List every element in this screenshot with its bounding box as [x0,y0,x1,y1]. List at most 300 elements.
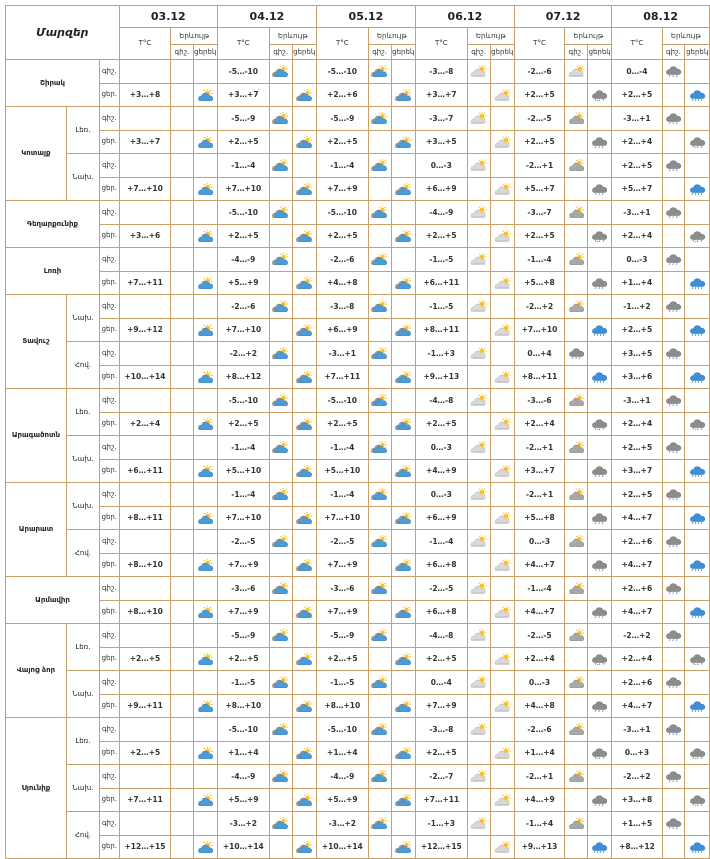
fog-icon [467,483,490,507]
cloudy-icon [368,107,391,131]
empty-day-cell [193,60,217,84]
empty-day-cell [587,671,611,695]
cloudy-icon [368,436,391,460]
forecast-row [6,741,710,765]
cloudy-moon-icon [565,107,588,131]
cloudy-icon [269,483,292,507]
temperature-value: -1…-5 [316,671,368,695]
forecast-row [6,647,710,671]
empty-day-cell [391,812,415,836]
empty-night-cell [662,177,685,201]
empty-day-cell [490,436,514,460]
empty-night-cell [662,553,685,577]
time-of-day-label: գիշ. [100,765,120,789]
empty-day-cell [685,577,710,601]
empty-day-cell [685,812,710,836]
temperature-value: +3…+5 [612,342,662,366]
temperature-value: +4…+7 [612,600,662,624]
empty-night-cell [171,365,193,389]
empty-day-cell [391,60,415,84]
temperature-value [119,577,171,601]
empty-night-cell [467,459,490,483]
cloudy-icon [292,412,316,436]
time-of-day-label: գիշ. [100,718,120,742]
forecast-row [6,318,710,342]
temperature-value: +7…+10 [514,318,564,342]
region-name: Արագածոտն [6,389,67,483]
fog-icon [490,600,514,624]
cloudy-icon [292,365,316,389]
night-column-header: գիշ. [269,45,292,60]
empty-day-cell [292,342,316,366]
temperature-value: +2…+5 [316,130,368,154]
partly-sunny-icon [193,459,217,483]
empty-day-cell [490,107,514,131]
cloudy-icon [269,671,292,695]
temperature-value: -2…+2 [612,765,662,789]
weather-icon [171,107,193,131]
phenomena-column-header: Երևույթ [171,28,218,45]
empty-night-cell [662,694,685,718]
empty-night-cell [171,835,193,859]
rain-icon [662,577,685,601]
empty-night-cell [368,835,391,859]
empty-day-cell [587,577,611,601]
forecast-row [6,483,710,507]
forecast-row [6,365,710,389]
temperature-value: +7…+9 [415,694,467,718]
temperature-value: +2…+5 [612,83,662,107]
cloudy-moon-icon [565,436,588,460]
empty-night-cell [269,600,292,624]
cloudy-icon [269,624,292,648]
empty-night-cell [368,365,391,389]
time-of-day-label: ցեր. [100,694,120,718]
cloudy-moon-icon [565,577,588,601]
empty-day-cell [391,107,415,131]
temperature-value: +5…+10 [316,459,368,483]
temperature-value: +2…+5 [217,412,269,436]
day-column-header: ցերեկ [292,45,316,60]
temperature-value: +10…+14 [217,835,269,859]
fog-icon [467,201,490,225]
cloudy-moon-icon [565,530,588,554]
temperature-value: -3…+1 [612,107,662,131]
time-of-day-label: ցեր. [100,83,120,107]
date-header: 06.12 [415,6,514,28]
empty-day-cell [490,671,514,695]
temperature-value: +2…+5 [514,83,564,107]
snow-icon [587,83,611,107]
temperature-value: -4…-8 [415,389,467,413]
temperature-value [119,60,171,84]
empty-night-cell [171,412,193,436]
region-name: Շիրակ [6,60,100,107]
fog-icon [467,295,490,319]
temperature-value: -3…-7 [514,201,564,225]
rain-icon [662,248,685,272]
empty-day-cell [391,577,415,601]
empty-day-cell [490,483,514,507]
empty-day-cell [292,436,316,460]
cloudy-icon [391,318,415,342]
partly-sunny-icon [193,600,217,624]
temperature-value: +3…+7 [514,459,564,483]
empty-day-cell [587,389,611,413]
temperature-value: +2…+5 [415,741,467,765]
heavy-rain-icon [685,694,710,718]
empty-day-cell [685,483,710,507]
empty-day-cell [490,201,514,225]
temperature-value: 0…-4 [612,60,662,84]
empty-night-cell [467,694,490,718]
temperature-value: +8…+12 [612,835,662,859]
time-of-day-label: ցեր. [100,271,120,295]
cloudy-icon [292,506,316,530]
temperature-value: +5…+8 [514,506,564,530]
empty-day-cell [391,671,415,695]
temperature-value: -1…-4 [415,530,467,554]
empty-day-cell [587,295,611,319]
empty-night-cell [269,459,292,483]
empty-day-cell [587,342,611,366]
empty-day-cell [292,295,316,319]
weather-icon [171,154,193,178]
temperature-value: +2…+4 [612,130,662,154]
temperature-value: +7…+9 [217,600,269,624]
empty-night-cell [565,741,588,765]
temperature-value: +4…+9 [514,788,564,812]
empty-day-cell [587,812,611,836]
empty-night-cell [269,412,292,436]
empty-night-cell [269,271,292,295]
empty-night-cell [467,741,490,765]
cloudy-icon [368,201,391,225]
snow-icon [685,130,710,154]
temperature-value: +5…+9 [217,788,269,812]
time-of-day-label: գիշ. [100,577,120,601]
empty-night-cell [565,365,588,389]
day-column-header: ցերեկ [490,45,514,60]
empty-day-cell [292,389,316,413]
temperature-value: +2…+5 [217,130,269,154]
empty-night-cell [269,647,292,671]
empty-night-cell [565,318,588,342]
empty-day-cell [685,248,710,272]
temperature-value: -2…+1 [514,483,564,507]
rain-icon [662,530,685,554]
empty-day-cell [685,389,710,413]
partly-sunny-icon [193,835,217,859]
temperature-value: +7…+10 [119,177,171,201]
temperature-value [119,248,171,272]
temperature-column-header: T°C [316,28,368,60]
forecast-row [6,694,710,718]
rain-icon [662,624,685,648]
temperature-value: -5…-9 [217,107,269,131]
empty-night-cell [662,224,685,248]
forecast-row [6,342,710,366]
temperature-value: +2…+4 [612,224,662,248]
time-of-day-label: գիշ. [100,436,120,460]
time-of-day-label: ցեր. [100,224,120,248]
empty-night-cell [269,224,292,248]
temperature-value: +2…+5 [316,224,368,248]
temperature-value: +2…+5 [514,130,564,154]
empty-night-cell [171,271,193,295]
time-of-day-label: գիշ. [100,624,120,648]
weather-icon [171,718,193,742]
cloudy-icon [391,271,415,295]
date-header: 08.12 [612,6,710,28]
empty-night-cell [467,647,490,671]
rain-icon [587,694,611,718]
cloudy-icon [292,271,316,295]
fog-icon [467,812,490,836]
temperature-value: +7…+9 [316,177,368,201]
empty-day-cell [490,624,514,648]
time-of-day-label: գիշ. [100,530,120,554]
fog-icon [490,835,514,859]
empty-night-cell [565,694,588,718]
empty-day-cell [685,624,710,648]
empty-day-cell [685,154,710,178]
temperature-value: +1…+4 [612,271,662,295]
cloudy-icon [292,600,316,624]
temperature-value: +4…+7 [514,600,564,624]
empty-night-cell [662,741,685,765]
empty-day-cell [193,577,217,601]
forecast-row [6,624,710,648]
temperature-value: +2…+5 [217,224,269,248]
empty-day-cell [490,248,514,272]
empty-day-cell [685,530,710,554]
phenomena-column-header: Երևույթ [662,28,710,45]
temperature-value: -2…+1 [514,765,564,789]
date-header: 07.12 [514,6,611,28]
cloudy-moon-icon [565,483,588,507]
temperature-value: +3…+7 [415,83,467,107]
heavy-rain-icon [587,318,611,342]
night-column-header: գիշ. [171,45,193,60]
weather-icon [171,530,193,554]
temperature-value: -1…-4 [316,483,368,507]
temperature-value: -5…-10 [316,718,368,742]
empty-day-cell [193,107,217,131]
temperature-value: -2…-7 [415,765,467,789]
empty-day-cell [391,201,415,225]
forecast-row [6,436,710,460]
empty-night-cell [565,788,588,812]
weather-icon [171,201,193,225]
empty-night-cell [662,647,685,671]
empty-day-cell [490,765,514,789]
temperature-value: +9…+13 [514,835,564,859]
temperature-value: +12…+15 [119,835,171,859]
cloudy-icon [368,671,391,695]
empty-day-cell [292,201,316,225]
rain-icon [587,459,611,483]
fog-icon [490,459,514,483]
time-of-day-label: ցեր. [100,177,120,201]
empty-night-cell [565,553,588,577]
empty-night-cell [269,553,292,577]
temperature-value: +3…+6 [612,365,662,389]
empty-day-cell [490,342,514,366]
empty-night-cell [171,741,193,765]
temperature-value: +8…+10 [217,694,269,718]
empty-night-cell [269,365,292,389]
temperature-value: -5…-9 [316,624,368,648]
empty-day-cell [685,765,710,789]
empty-night-cell [662,459,685,483]
cloudy-icon [269,577,292,601]
cloudy-icon [391,600,415,624]
weather-icon [171,812,193,836]
empty-day-cell [587,718,611,742]
temperature-value: -5…-10 [217,389,269,413]
temperature-value: -4…-9 [415,201,467,225]
fog-icon [467,577,490,601]
temperature-value: -3…-6 [217,577,269,601]
cloudy-icon [292,553,316,577]
empty-day-cell [391,436,415,460]
empty-day-cell [685,201,710,225]
empty-day-cell [193,765,217,789]
day-column-header: ցերեկ [193,45,217,60]
empty-night-cell [565,412,588,436]
empty-day-cell [391,154,415,178]
temperature-value: +2…+5 [415,647,467,671]
empty-night-cell [171,647,193,671]
empty-day-cell [292,483,316,507]
weather-icon [171,483,193,507]
cloudy-icon [269,107,292,131]
temperature-value [119,812,171,836]
temperature-value: +6…+11 [415,271,467,295]
cloudy-moon-icon [565,671,588,695]
empty-night-cell [565,835,588,859]
rain-icon [587,177,611,201]
temperature-column-header: T°C [119,28,171,60]
empty-night-cell [171,459,193,483]
rain-icon [662,201,685,225]
temperature-value: -1…+3 [415,812,467,836]
date-header: 05.12 [316,6,415,28]
temperature-value: +7…+9 [316,553,368,577]
temperature-value: +7…+11 [316,365,368,389]
empty-day-cell [490,577,514,601]
regions-header: Մարզեր [6,6,120,60]
temperature-value: +4…+7 [514,553,564,577]
cloudy-icon [269,60,292,84]
temperature-value: +9…+11 [119,694,171,718]
empty-day-cell [292,812,316,836]
empty-day-cell [587,624,611,648]
temperature-value: -1…+2 [612,295,662,319]
temperature-value: -2…+2 [217,342,269,366]
time-of-day-label: գիշ. [100,107,120,131]
forecast-row [6,553,710,577]
empty-night-cell [368,224,391,248]
cloudy-icon [391,224,415,248]
empty-day-cell [587,154,611,178]
cloudy-icon [368,389,391,413]
fog-icon [490,271,514,295]
temperature-value: +1…+4 [316,741,368,765]
empty-day-cell [490,154,514,178]
fog-icon [490,506,514,530]
temperature-value: -2…-6 [514,718,564,742]
temperature-value: +2…+5 [514,224,564,248]
empty-day-cell [490,389,514,413]
empty-day-cell [391,389,415,413]
empty-day-cell [193,530,217,554]
temperature-value: -3…+1 [612,201,662,225]
time-of-day-label: գիշ. [100,812,120,836]
empty-night-cell [467,553,490,577]
weather-icon [171,436,193,460]
forecast-row [6,389,710,413]
cloudy-icon [391,788,415,812]
empty-night-cell [171,83,193,107]
cloudy-moon-icon [565,389,588,413]
temperature-value: +8…+10 [119,600,171,624]
forecast-row [6,718,710,742]
temperature-value: +7…+11 [119,788,171,812]
empty-night-cell [368,459,391,483]
empty-day-cell [685,107,710,131]
empty-night-cell [565,83,588,107]
phenomena-column-header: Երևույթ [269,28,316,45]
temperature-value: 0…-3 [415,483,467,507]
cloudy-moon-icon [565,765,588,789]
temperature-value: -2…-5 [415,577,467,601]
empty-day-cell [587,530,611,554]
empty-night-cell [565,600,588,624]
cloudy-moon-icon [565,248,588,272]
empty-day-cell [391,248,415,272]
temperature-value: -5…-10 [217,201,269,225]
forecast-row [6,130,710,154]
cloudy-icon [391,694,415,718]
cloudy-icon [368,577,391,601]
empty-night-cell [368,177,391,201]
snow-icon [685,412,710,436]
empty-day-cell [292,530,316,554]
empty-night-cell [565,177,588,201]
empty-day-cell [587,436,611,460]
partly-sunny-icon [193,788,217,812]
empty-day-cell [685,671,710,695]
cloudy-icon [391,130,415,154]
time-of-day-label: ցեր. [100,459,120,483]
fog-icon [490,318,514,342]
temperature-value: -1…-4 [316,436,368,460]
empty-night-cell [565,459,588,483]
forecast-row [6,765,710,789]
night-column-header: գիշ. [565,45,588,60]
temperature-value: -2…-6 [217,295,269,319]
empty-day-cell [391,718,415,742]
rain-icon [662,718,685,742]
empty-day-cell [490,60,514,84]
region-name: Կոտայք [6,107,67,201]
partly-sunny-icon [193,83,217,107]
cloudy-moon-icon [565,154,588,178]
cloudy-icon [269,389,292,413]
temperature-value: +4…+8 [316,271,368,295]
